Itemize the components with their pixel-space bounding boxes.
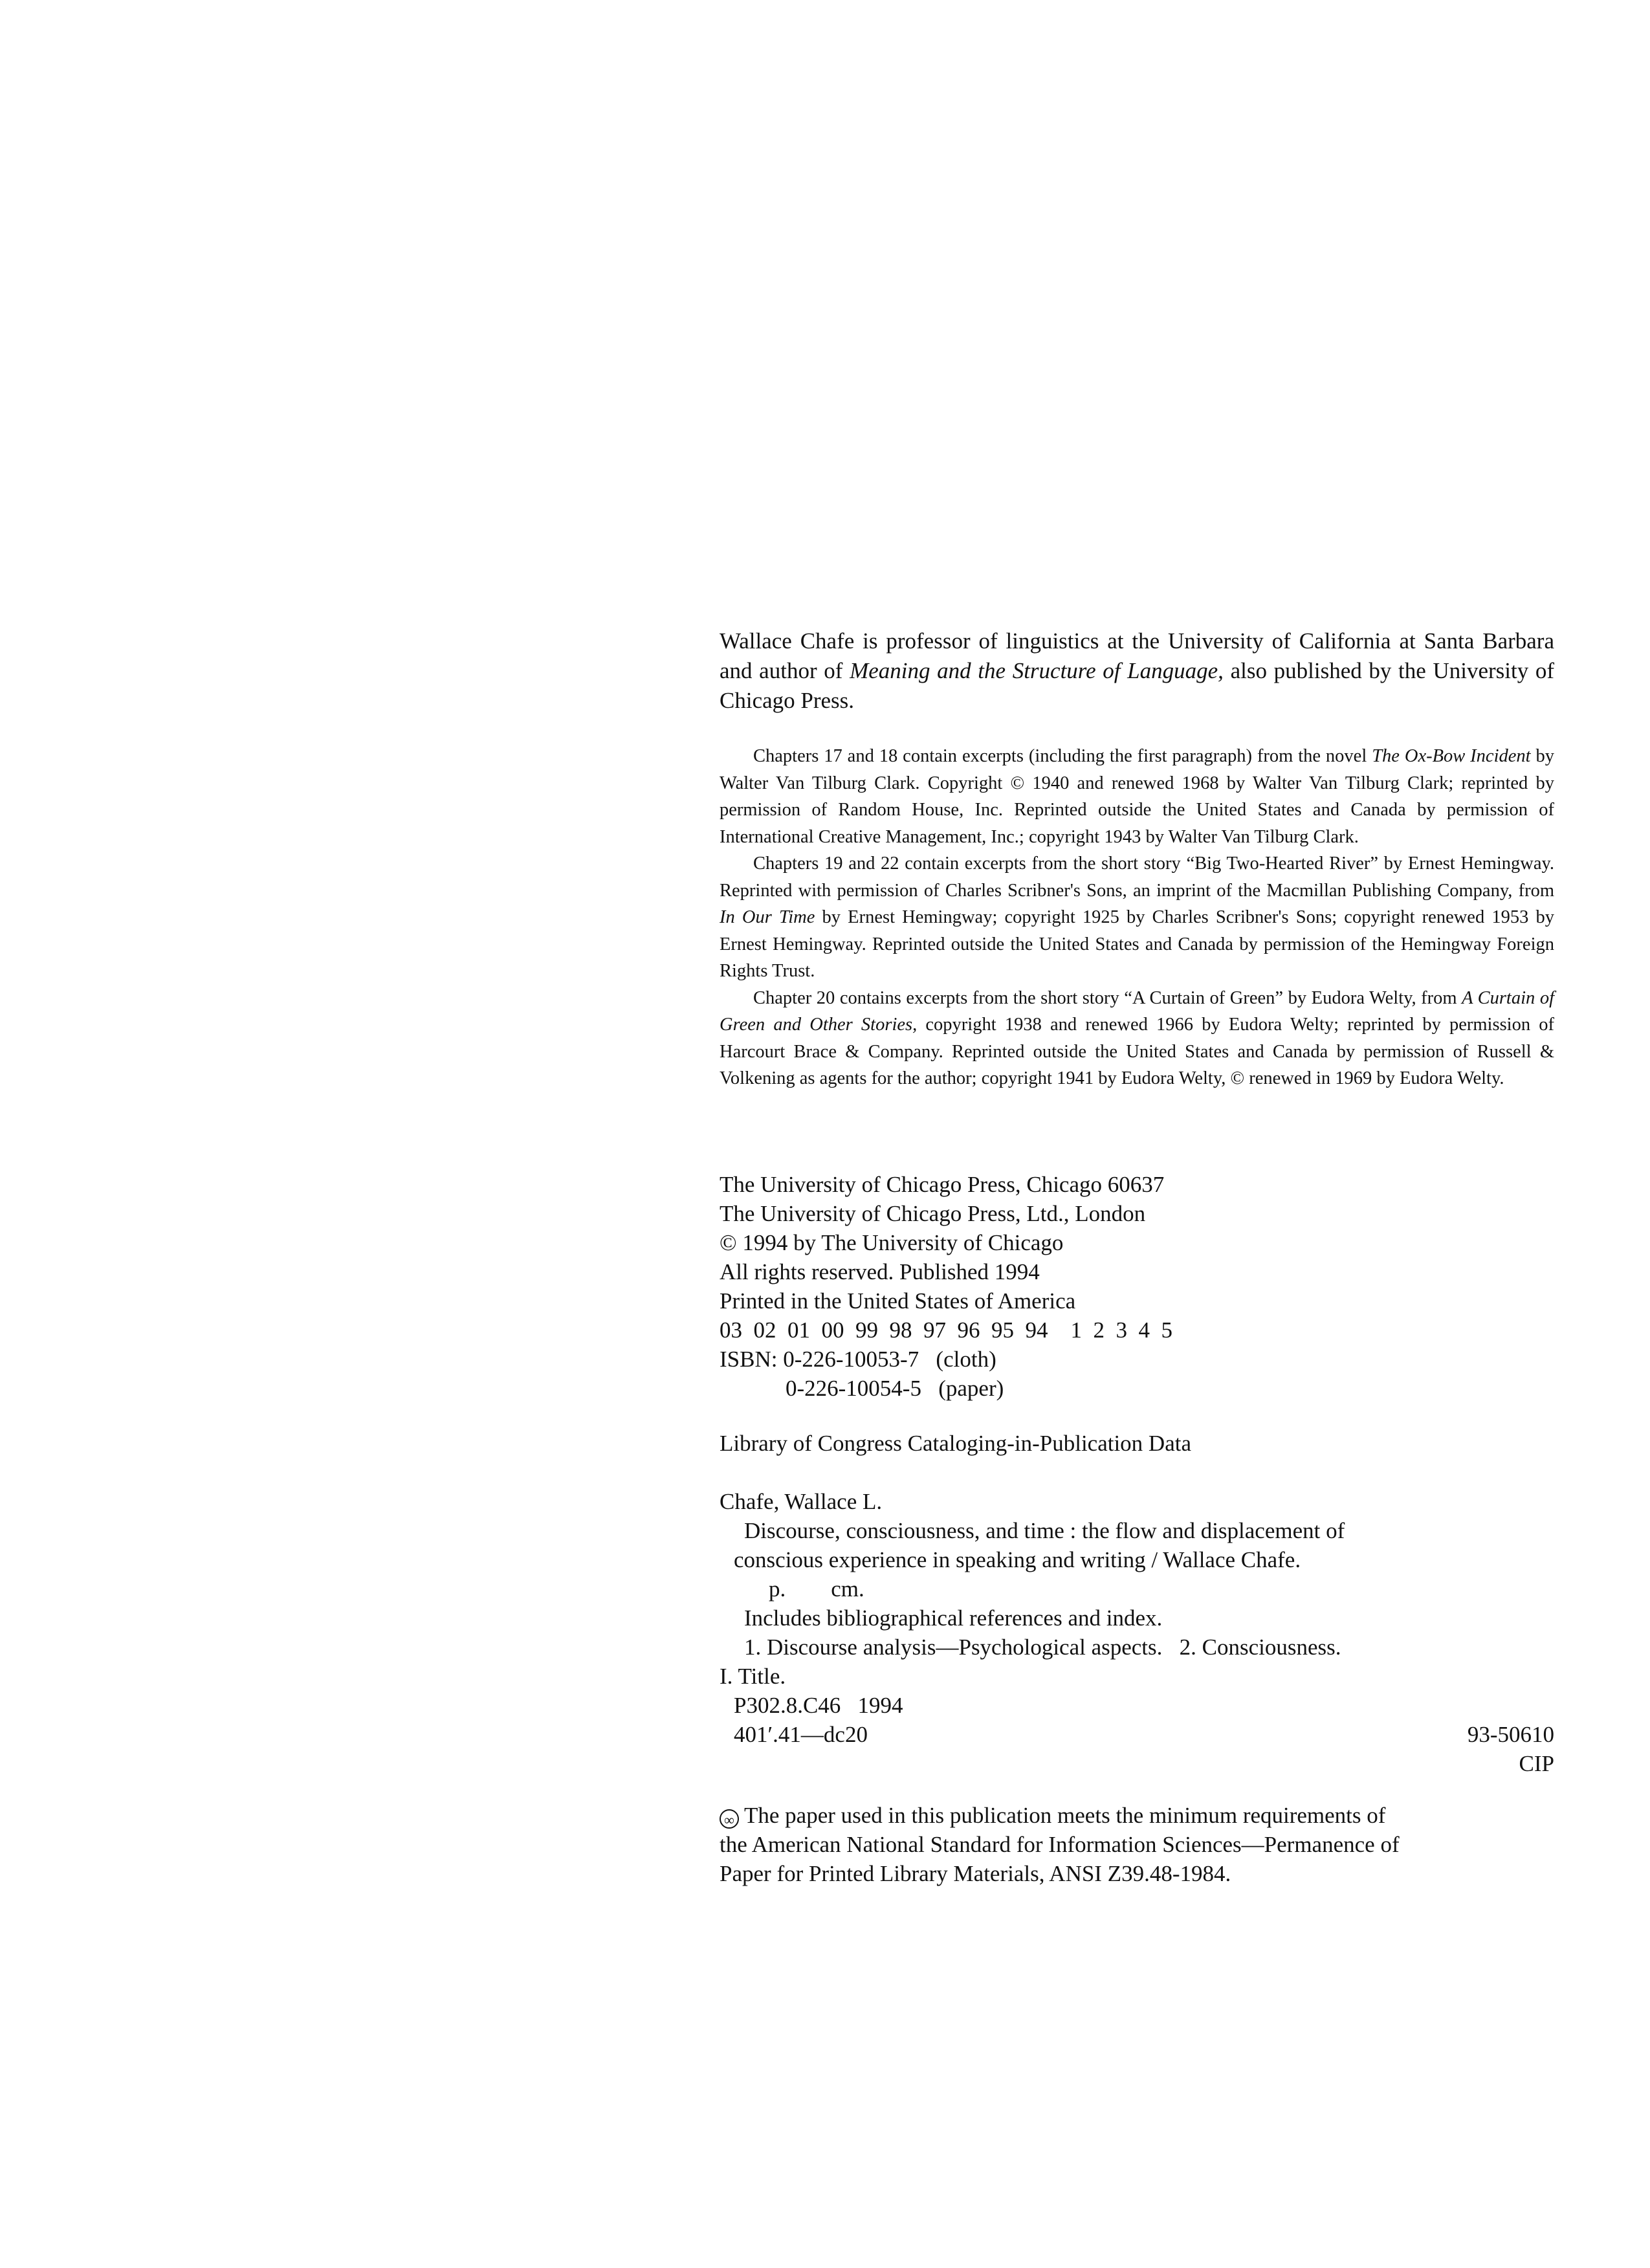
- permission-work-title: The Ox-Bow Incident: [1372, 746, 1531, 766]
- publisher-info: [720, 1170, 1554, 1403]
- paper-note-line: Paper for Printed Library Materials, ANSI Z39.48-1984.: [720, 1861, 1231, 1886]
- author-note: [720, 626, 1554, 716]
- cip-title-line: Discourse, consciousness, and time : the flow and displacement of: [744, 1518, 1345, 1543]
- cip-label-row: [720, 1749, 1554, 1778]
- permission-paragraph: [720, 985, 1554, 1092]
- cip-title-line: conscious experience in speaking and writing / Wallace Chafe.: [734, 1547, 1301, 1572]
- permission-work-title: In Our Time: [720, 907, 815, 927]
- author-note-text-2: also published by the University of Chicago Press.: [720, 658, 1555, 713]
- cip-subjects: 1. Discourse analysis—Psychological aspects. 2. Consciousness.: [744, 1635, 1341, 1660]
- permission-text: Chapters 17 and 18 contain excerpts (including the first paragraph) from the novel: [753, 746, 1372, 766]
- permission-text: copyright 1938 and renewed 1966 by Eudora Welty; reprinted by permission of Harcourt Brace & Company. Reprinted outside the United States and Canada by permission of Russell & Volkening as agents for the author; copyright 1941 by Eudora Welty, © renewed in 1969 by Eudora Welty.: [720, 1015, 1554, 1088]
- paper-note-line: [720, 1801, 1554, 1830]
- author-note-text-1: Wallace Chafe is professor of linguistics at the University of California at Santa Barbara and author of: [720, 628, 1554, 683]
- cip-title-entry: I. Title.: [720, 1664, 786, 1689]
- infinity-symbol-icon: ∞: [720, 1809, 739, 1829]
- cip-heading: Library of Congress Cataloging-in-Publication Data: [720, 1431, 1192, 1456]
- cip-call-number: P302.8.C46 1994: [734, 1693, 903, 1718]
- rights-line: All rights reserved. Published 1994: [720, 1259, 1040, 1284]
- permission-paragraph: [720, 850, 1554, 985]
- paper-permanence-note: [720, 1801, 1554, 1888]
- cip-collation: p. cm.: [769, 1576, 864, 1602]
- cip-classification-row: [720, 1720, 1554, 1749]
- printed-line: Printed in the United States of America: [720, 1288, 1076, 1314]
- permission-work-title: A Curtain of Green and Other Stories,: [720, 987, 1554, 1035]
- copyright-line: © 1994 by The University of Chicago: [720, 1230, 1064, 1255]
- cip-record: [720, 1487, 1554, 1778]
- isbn-paper: 0-226-10054-5 (paper): [786, 1376, 1004, 1401]
- permission-text: by Ernest Hemingway; copyright 1925 by Charles Scribner's Sons; copyright renewed 1953 by Ernest Hemingway. Reprinted outside the United States and Canada by permission of the Hemingway Foreign Rights Trust.: [720, 907, 1554, 981]
- author-book-title: Meaning and the Structure of Language,: [850, 658, 1224, 683]
- cip-includes: Includes bibliographical references and index.: [744, 1605, 1163, 1631]
- paper-note-text: The paper used in this publication meets the minimum requirements of: [744, 1803, 1386, 1828]
- permission-paragraph: [720, 743, 1554, 850]
- permission-text: by Walter Van Tilburg Clark. Copyright © 1940 and renewed 1968 by Walter Van Tilburg Clark; reprinted by permission of Random House, Inc. Reprinted outside the United States and Canada by permission of International Creative Management, Inc.; copyright 1943 by Walter Van Tilburg Clark.: [720, 746, 1554, 847]
- print-run-line: 03 02 01 00 99 98 97 96 95 94 1 2 3 4 5: [720, 1317, 1172, 1343]
- paper-note-line: the American National Standard for Information Sciences—Permanence of: [720, 1832, 1400, 1857]
- cip-dewey: 401′.41—dc20: [734, 1722, 868, 1747]
- isbn-cloth: ISBN: 0-226-10053-7 (cloth): [720, 1347, 996, 1372]
- permission-text: Chapter 20 contains excerpts from the short story “A Curtain of Green” by Eudora Welty, from: [753, 987, 1462, 1008]
- publisher-line: The University of Chicago Press, Chicago 60637: [720, 1172, 1165, 1197]
- publisher-line: The University of Chicago Press, Ltd., London: [720, 1201, 1146, 1226]
- permission-text: Chapters 19 and 22 contain excerpts from the short story “Big Two-Hearted River” by Ernest Hemingway. Reprinted with permission of Charles Scribner's Sons, an imprint of the Macmillan Publishing Company, from: [720, 853, 1554, 901]
- cip-lccn: 93-50610: [1467, 1722, 1554, 1747]
- permissions-notice: [720, 743, 1554, 1092]
- cip-label: CIP: [1519, 1751, 1554, 1776]
- cip-author: Chafe, Wallace L.: [720, 1489, 883, 1514]
